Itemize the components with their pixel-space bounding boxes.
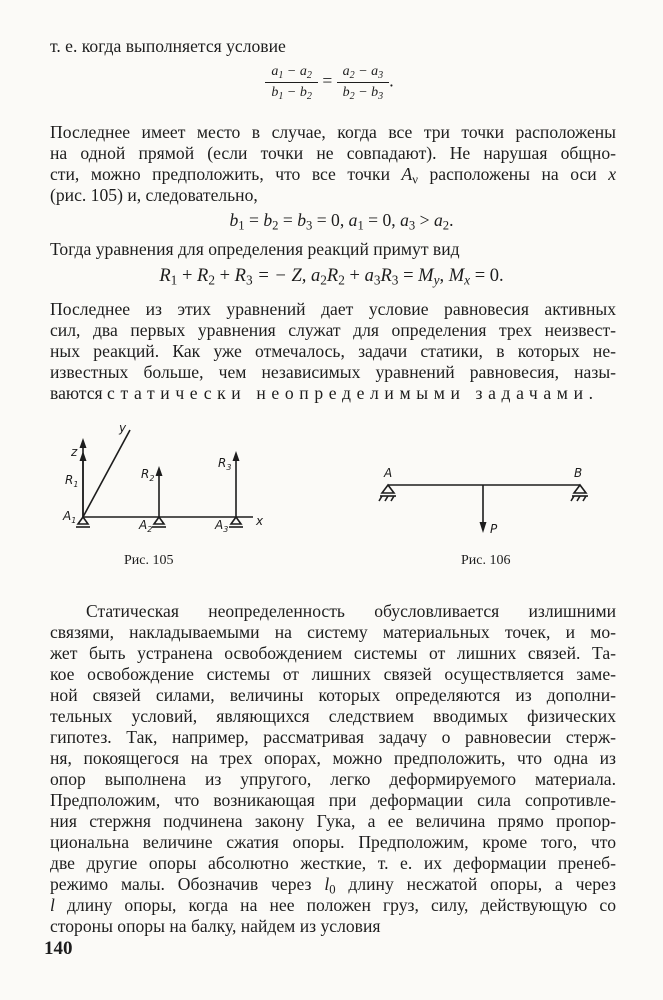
z-arrowhead	[80, 438, 87, 448]
text-line: (рис. 105) и, следовательно,	[50, 185, 258, 205]
y-axis	[83, 430, 130, 517]
figure-106-caption: Рис. 106	[461, 553, 511, 568]
fraction-left: $\frac{a_1 - a_2}{b_1 - b_2}$	[265, 62, 318, 103]
text-line: режимо малы. Обозначив через $l_0$ длину несжатой опоры, а через	[50, 874, 616, 897]
text-line: ной связей силами, величины которых определяются из дополни-	[50, 685, 616, 705]
r2-arrowhead	[156, 466, 163, 476]
text-line: ния стержня подчинена закону Гука, а ее величина прямо пропор-	[50, 811, 616, 831]
text-line: жет быть устранена освобождением системы от лишних связей. Та-	[50, 643, 616, 663]
text-line: Статическая неопределенность обусловливается излишними	[86, 601, 616, 621]
r1-label: $R_1$	[65, 473, 79, 489]
text-line: Последнее из этих уравнений дает условие равновесия активных	[50, 299, 616, 319]
support-a	[382, 485, 394, 493]
a-label: A	[384, 466, 393, 480]
text-line: ваются статически неопределимыми задачами.	[50, 383, 594, 403]
text-line: опор выполнена из упругого, легко деформируемого материала.	[50, 769, 616, 789]
r3-label: $R_3$	[218, 456, 232, 472]
y-label: y	[119, 421, 127, 435]
support-a3	[231, 517, 241, 524]
text-line: кое освобождение системы от лишних связей осуществляется заме-	[50, 664, 616, 684]
a3-label: $A_3$	[215, 518, 229, 534]
text-line: циональна величине сжатия опоры. Предположим, кроме того, что	[50, 832, 616, 852]
page-number: 140	[44, 938, 73, 959]
text-line: сил, два первых уравнения служат для определения трех неизвест-	[50, 320, 616, 340]
a1-label: $A_1$	[63, 509, 77, 525]
p-label: P	[490, 522, 498, 536]
text-line: ных реакций. Как уже отмечалось, задачи статики, в которых не-	[50, 341, 616, 361]
text-line: ня, покоящегося на трех опорах, можно предположить, что одна из	[50, 748, 616, 768]
text-line: стороны опоры на балку, найдем из условия	[50, 916, 381, 936]
text-line: сти, можно предположить, что все точки $A_\nu$ расположены на оси x	[50, 164, 617, 187]
equation-conditions: $b_1 = b_2 = b_3 = 0$, $a_1 = 0$, $a_3 > a_2$.	[229, 210, 454, 233]
support-a2	[154, 517, 164, 524]
support-a1	[78, 517, 88, 524]
text-line: Последнее имеет место в случае, когда все три точки расположены	[50, 122, 616, 142]
x-label: x	[256, 514, 264, 528]
text-line: известных больше, чем независимых уравнений равновесия, назы-	[50, 362, 616, 382]
text-line: связями, накладываемыми на систему материальных точек, и мо-	[50, 622, 616, 642]
fraction-right: $\frac{a_2 - a_3}{b_2 - b_3}$	[337, 62, 390, 103]
r2-label: $R_2$	[141, 467, 155, 483]
text-line: на одной прямой (если точки не совпадают). Не нарушая общно-	[50, 143, 616, 163]
text-line: гипотез. Так, например, рассматривая задачу о равновесии стерж-	[50, 727, 616, 747]
text-line: две другие опоры абсолютно жесткие, т. е. их деформации пренеб-	[50, 853, 616, 873]
support-b	[574, 485, 586, 493]
r1-arrowhead	[80, 451, 87, 461]
figure-105-caption: Рис. 105	[124, 553, 174, 568]
text-line: l длину опоры, когда на нее положен груз, силу, действующую со	[50, 895, 616, 915]
equation-reactions: $R_1 + R_2 + R_3$ = − Z, $a_2R_2 + a_3R_3 = M_y$, $M_x = 0$.	[159, 266, 504, 288]
a2-label: $A_2$	[139, 518, 153, 534]
figure-105	[55, 420, 285, 540]
equation-fraction: $\frac{a_1 - a_2}{b_1 - b_2}$ = $\frac{a_2 - a_3}{b_2 - b_3}$ .	[0, 62, 661, 103]
text-line: Предположим, что возникающая при деформации сила сопротивле-	[50, 790, 616, 810]
p-arrowhead	[480, 522, 487, 533]
b-label: B	[574, 466, 583, 480]
spaced-term: статически неопределимыми задачами	[107, 383, 589, 403]
text-line: тельных условий, являющихся следствием вводимых физических	[50, 706, 616, 726]
z-label: z	[71, 445, 78, 459]
figure-106	[370, 455, 600, 545]
text-line: т. е. когда выполняется условие	[50, 36, 286, 56]
r3-arrowhead	[233, 451, 240, 461]
text-line: Тогда уравнения для определения реакций примут вид	[50, 239, 460, 259]
